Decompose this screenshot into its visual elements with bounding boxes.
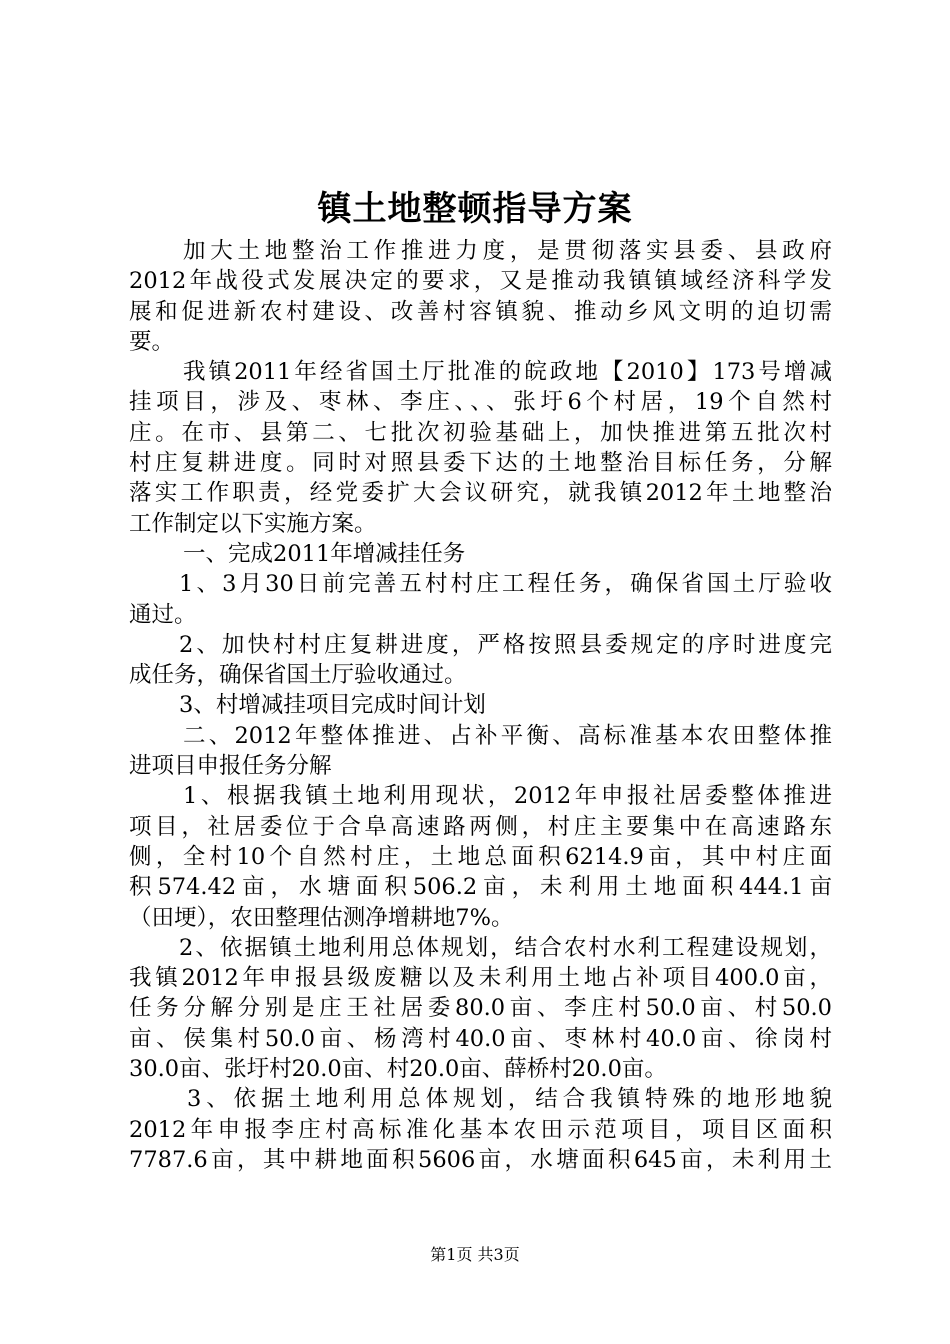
body-line: 任务分解分别是庄王社居委80.0亩、李庄村50.0亩、村50.0 [129, 995, 832, 1022]
body-line: 1、3月30日前完善五村村庄工程任务，确保省国土厅验收 [179, 571, 832, 598]
page-footer: 第1页 共3页 [430, 1245, 520, 1264]
body-line: 展和促进新农村建设、改善村容镇貌、推动乡风文明的迫切需 [129, 298, 832, 325]
body-line: 2012年战役式发展决定的要求，又是推动我镇镇域经济科学发 [129, 268, 832, 295]
body-line: 3、依据土地利用总体规划，结合我镇特殊的地形地貌 [187, 1086, 832, 1113]
body-line: 7787.6亩，其中耕地面积5606亩，水塘面积645亩，未利用土 [129, 1146, 832, 1173]
document-body [129, 236, 832, 1175]
body-line: 进项目申报任务分解 [129, 753, 332, 780]
body-line: 30.0亩、张圩村20.0亩、村20.0亩、薛桥村20.0亩。 [129, 1056, 667, 1083]
body-line: （田埂），农田整理估测净增耕地7%。 [129, 904, 514, 931]
body-line: 二、2012年整体推进、占补平衡、高标准基本农田整体推 [183, 722, 832, 749]
body-line: 庄。在市、县第二、七批次初验基础上，加快推进第五批次村 [129, 419, 832, 446]
body-line: 3、村增减挂项目完成时间计划 [179, 692, 486, 719]
body-line: 一、完成2011年增减挂任务 [183, 540, 466, 567]
body-line: 村庄复耕进度。同时对照县委下达的土地整治目标任务，分解 [129, 450, 832, 477]
body-line: 项目，社居委位于合阜高速路两侧，村庄主要集中在高速路东 [129, 813, 832, 840]
body-line: 亩、侯集村50.0亩、杨湾村40.0亩、枣林村40.0亩、徐岗村 [129, 1025, 832, 1052]
body-line: 落实工作职责，经党委扩大会议研究，就我镇2012年土地整治 [129, 480, 832, 507]
body-line: 2、加快村村庄复耕进度，严格按照县委规定的序时进度完 [179, 631, 832, 658]
document-title: 镇土地整顿指导方案 [317, 189, 633, 229]
body-line: 通过。 [129, 601, 197, 628]
body-line: 加大土地整治工作推进力度，是贯彻落实县委、县政府 [183, 238, 832, 264]
body-line: 2012年申报李庄村高标准化基本农田示范项目，项目区面积 [129, 1116, 832, 1143]
body-line: 1、根据我镇土地利用现状，2012年申报社居委整体推进 [183, 783, 832, 810]
body-line: 挂项目，涉及、枣林、李庄、、、张圩6个村居，19个自然村 [129, 389, 832, 416]
body-line: 我镇2012年申报县级废糖以及未利用土地占补项目400.0亩， [129, 965, 832, 992]
body-line: 成任务，确保省国土厅验收通过。 [129, 662, 467, 689]
body-line: 我镇2011年经省国土厅批准的皖政地【2010】173号增减 [183, 359, 832, 386]
body-line: 2、依据镇土地利用总体规划，结合农村水利工程建设规划， [179, 934, 832, 961]
body-line: 积574.42亩，水塘面积506.2亩，未利用土地面积444.1亩 [129, 874, 832, 901]
body-line: 侧，全村10个自然村庄，土地总面积6214.9亩，其中村庄面 [129, 843, 832, 870]
body-line: 工作制定以下实施方案。 [129, 510, 377, 537]
body-line: 要。 [129, 328, 175, 355]
